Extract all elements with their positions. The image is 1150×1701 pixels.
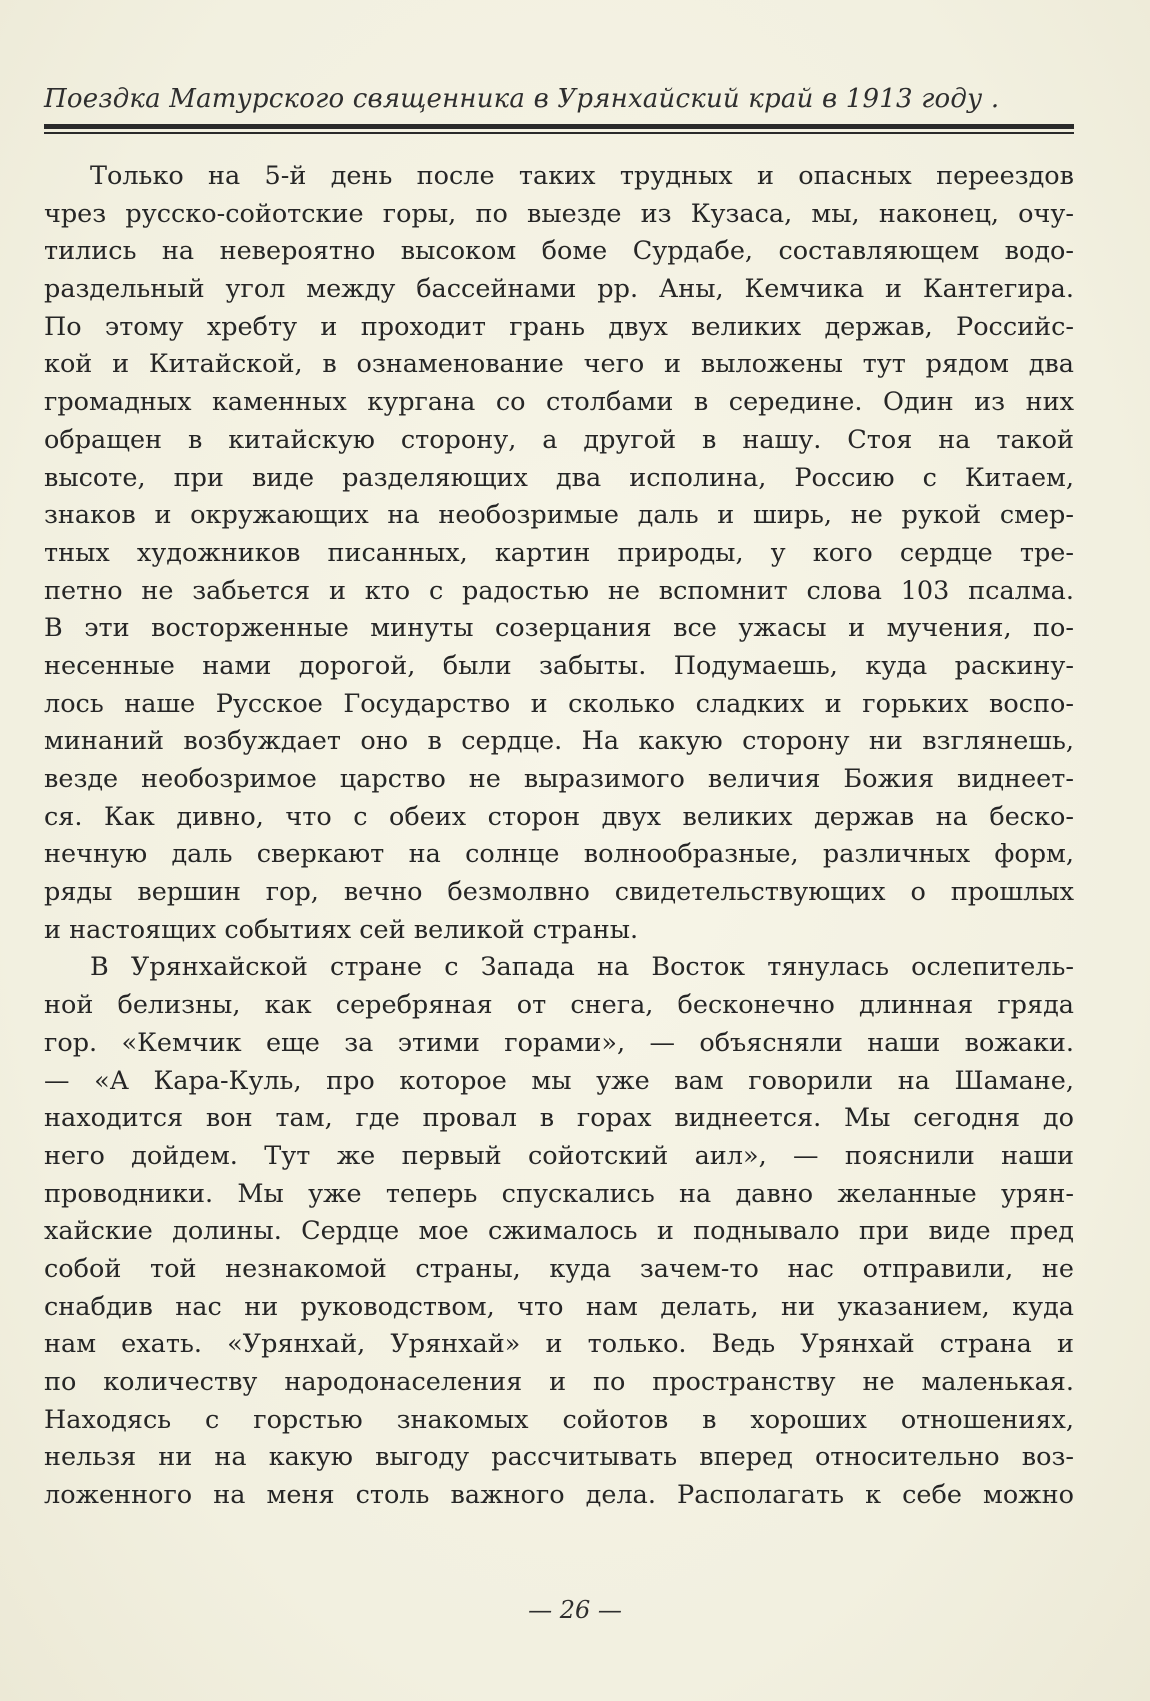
body-text <box>44 158 1074 1515</box>
text-line: тных художников писанных, картин природы, у кого сердце тре- <box>44 537 1074 568</box>
text-line: — «А Кара-Куль, про которое мы уже вам говорили на Шамане, <box>44 1065 1074 1096</box>
text-line: кой и Китайской, в ознаменование чего и выложены тут рядом два <box>44 349 1074 380</box>
text-line: нам ехать. «Урянхай, Урянхай» и только. Ведь Урянхай страна и <box>44 1329 1074 1360</box>
text-line: петно не забьется и кто с радостью не вспомнит слова 103 псалма. <box>44 575 1074 606</box>
text-line: лось наше Русское Государство и сколько сладких и горьких воспо- <box>44 688 1074 719</box>
text-line: высоте, при виде разделяющих два исполина, Россию с Китаем, <box>44 462 1074 493</box>
text-line: минаний возбуждает оно в сердце. На какую сторону ни взглянешь, <box>44 726 1074 757</box>
text-line: несенные нами дорогой, были забыты. Подумаешь, куда раскину- <box>44 650 1074 681</box>
text-line: по количеству народонаселения и по пространству не маленькая. <box>44 1367 1074 1397</box>
text-line: и настоящих событиях сей великой страны. <box>44 914 639 945</box>
text-line: Находясь с горстью знакомых сойотов в хороших отношениях, <box>44 1404 1074 1435</box>
text-line: находится вон там, где провал в горах виднеется. Мы сегодня до <box>44 1103 1074 1134</box>
text-line: снабдив нас ни руководством, что нам делать, ни указанием, куда <box>44 1291 1074 1322</box>
header-rule-thin <box>44 132 1074 134</box>
text-line: ложенного на меня столь важного дела. Располагать к себе можно <box>44 1480 1074 1511</box>
text-line: везде необозримое царство не выразимого величия Божия виднеет- <box>44 764 1074 794</box>
header-rule-thick <box>44 124 1074 129</box>
text-line: В Урянхайской стране с Запада на Восток тянулась ослепитель- <box>90 952 1074 983</box>
text-line: собой той незнакомой страны, куда зачем-то нас отправили, не <box>44 1253 1074 1284</box>
text-line: проводники. Мы уже теперь спускались на давно желанные урян- <box>44 1178 1074 1209</box>
text-line: нельзя ни на какую выгоду рассчитывать вперед относительно воз- <box>44 1442 1074 1473</box>
text-line: чрез русско-сойотские горы, по выезде из Кузаса, мы, наконец, очу- <box>44 198 1074 229</box>
running-header: Поездка Матурского священника в Урянхайский край в 1913 году . <box>44 84 1000 114</box>
paragraph-1 <box>44 158 1074 949</box>
header-double-rule <box>44 124 1074 135</box>
text-line: нечную даль сверкают на солнце волнообразные, различных форм, <box>44 839 1074 870</box>
text-line: ной белизны, как серебряная от снега, бесконечно длинная гряда <box>44 990 1074 1021</box>
text-line: раздельный угол между бассейнами рр. Аны, Кемчика и Кантегира. <box>44 274 1074 305</box>
text-line: него дойдем. Тут же первый сойотский аил», — пояснили наши <box>44 1140 1074 1171</box>
paragraph-2 <box>44 949 1074 1514</box>
text-line: знаков и окружающих на необозримые даль и ширь, не рукой смер- <box>44 500 1074 531</box>
text-line: обращен в китайскую сторону, а другой в нашу. Стоя на такой <box>44 424 1074 455</box>
page-number: — 26 — <box>528 1596 622 1624</box>
text-line: громадных каменных кургана со столбами в середине. Один из них <box>44 387 1074 418</box>
text-line: По этому хребту и проходит грань двух великих держав, Российс- <box>44 311 1074 342</box>
text-line: В эти восторженные минуты созерцания все ужасы и мучения, по- <box>44 613 1074 644</box>
text-line: тились на невероятно высоком боме Сурдабе, составляющем водо- <box>44 236 1074 267</box>
text-line: хайские долины. Сердце мое сжималось и поднывало при виде пред <box>44 1216 1074 1247</box>
text-line: ся. Как дивно, что с обеих сторон двух великих держав на беско- <box>44 801 1074 832</box>
text-line: ряды вершин гор, вечно безмолвно свидетельствующих о прошлых <box>44 877 1074 908</box>
text-line: гор. «Кемчик еще за этими горами», — объясняли наши вожаки. <box>44 1027 1074 1058</box>
text-line: Только на 5-й день после таких трудных и опасных переездов <box>90 161 1074 191</box>
